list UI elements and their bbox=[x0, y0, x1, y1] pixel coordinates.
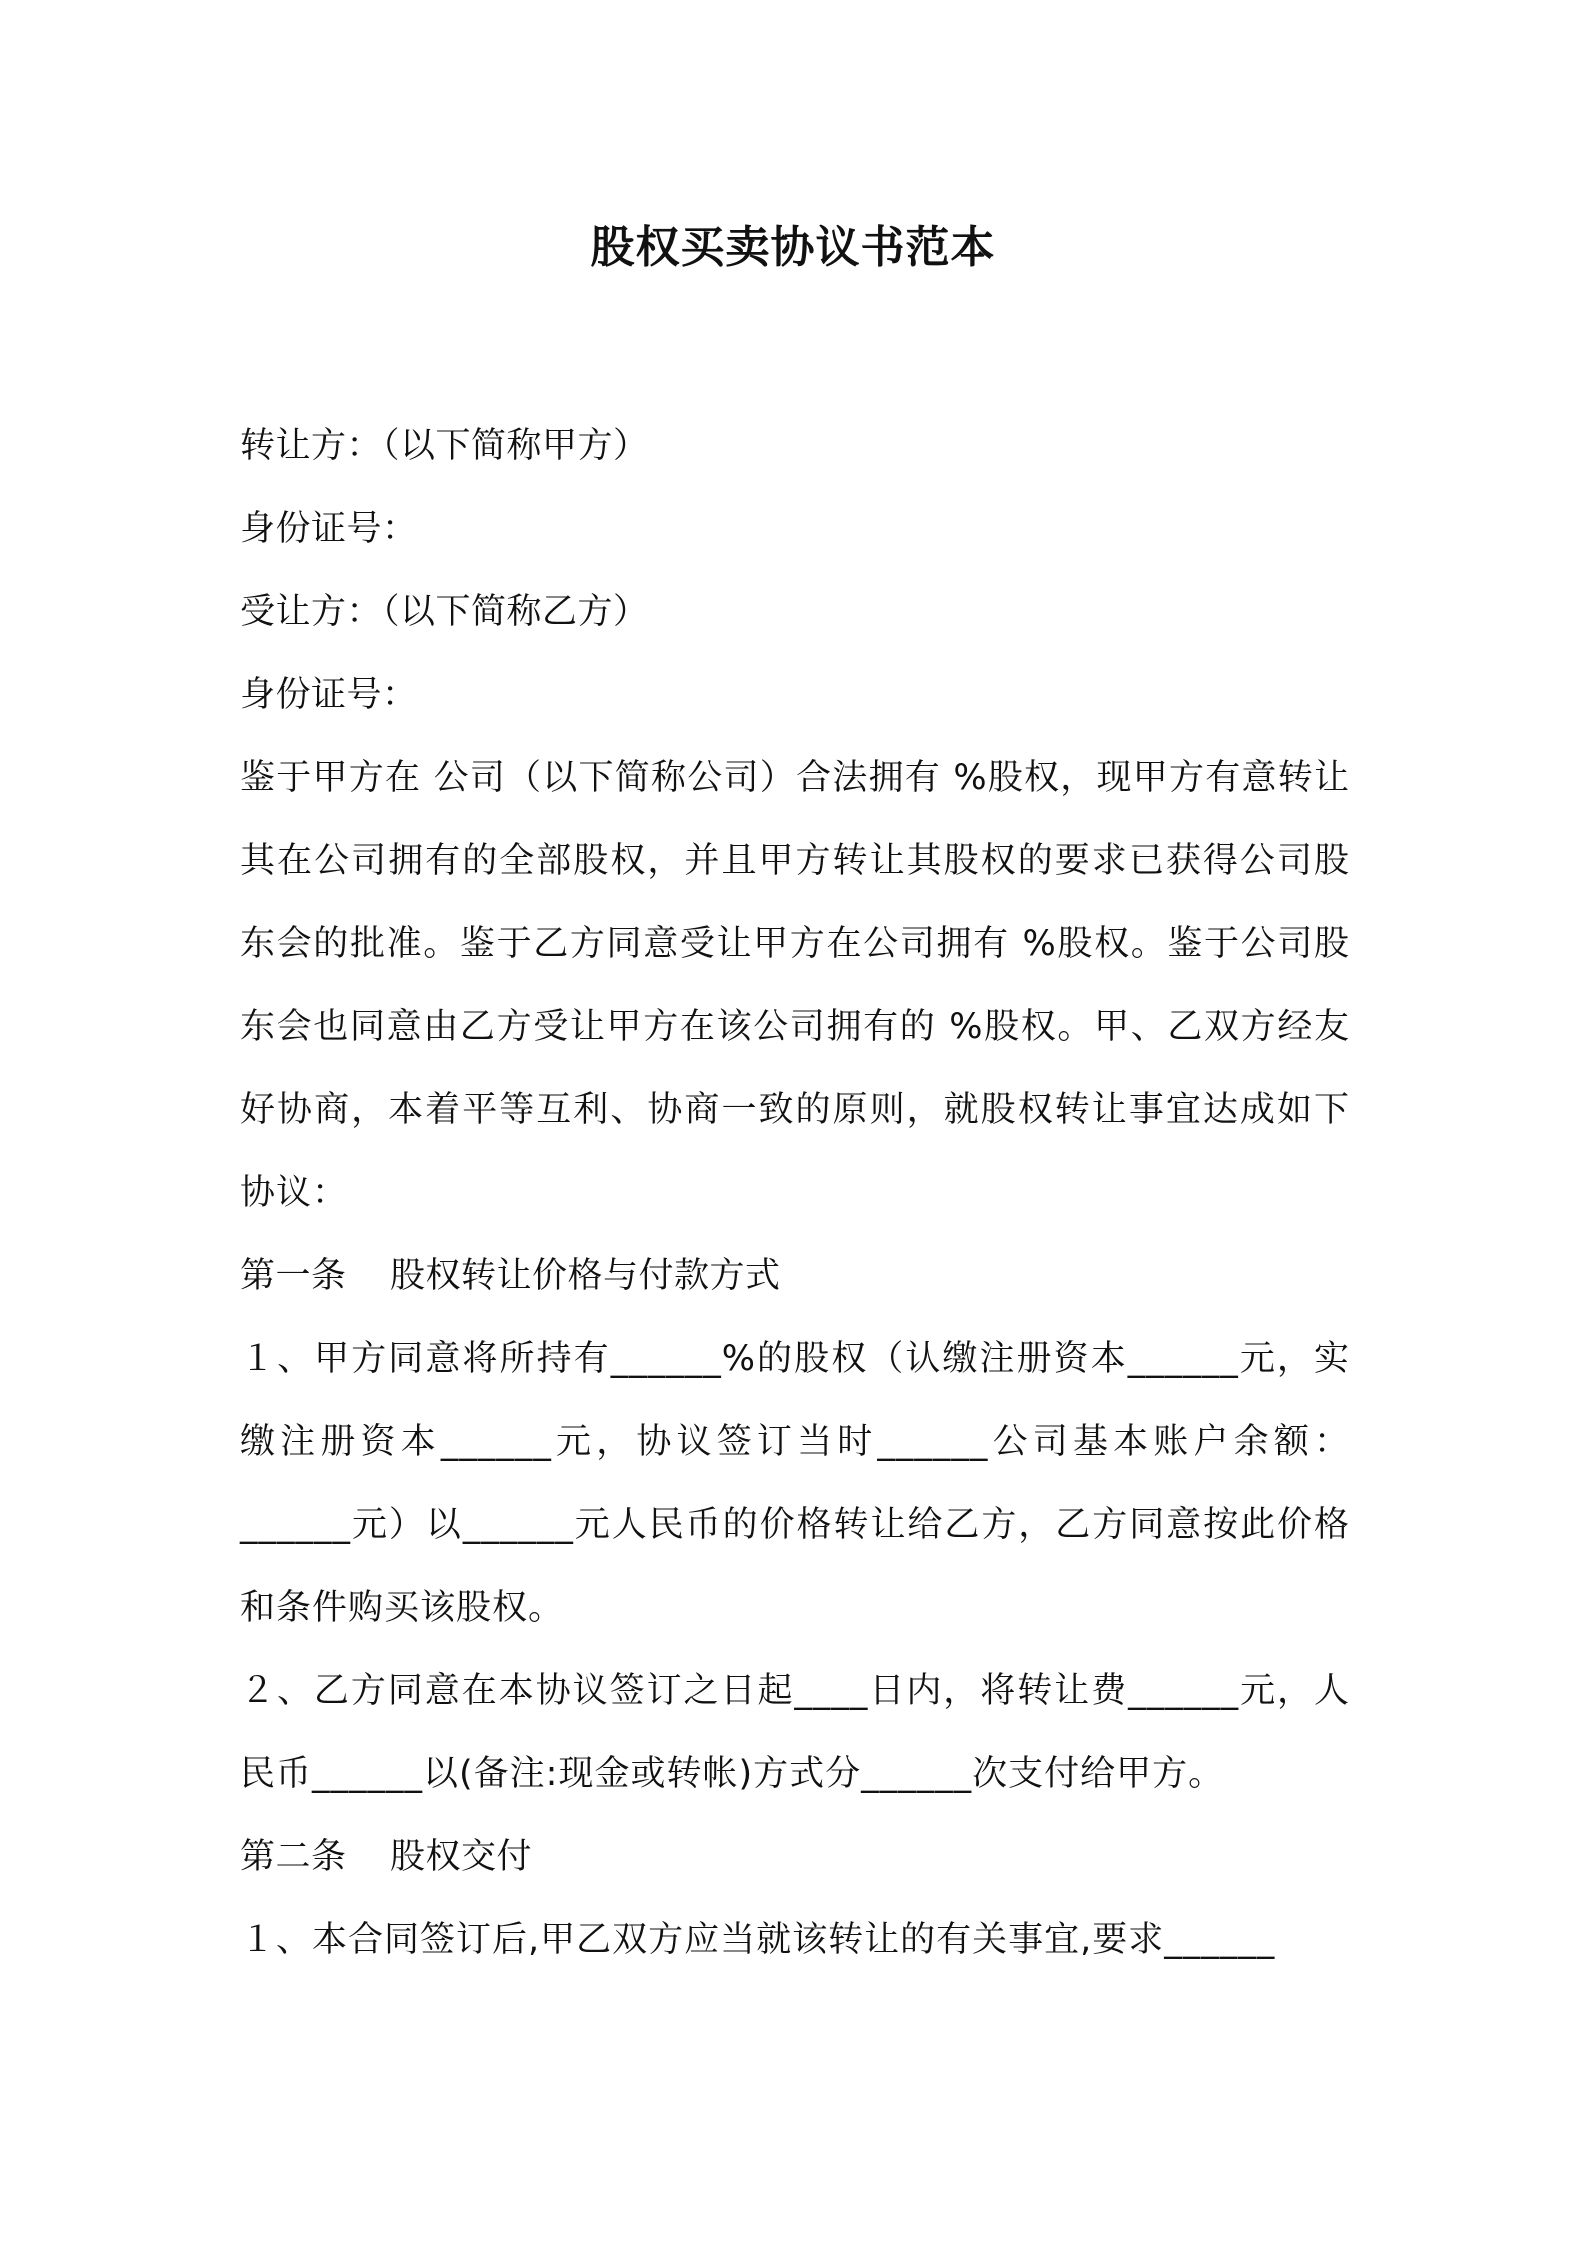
article-1-item-1: １、甲方同意将所持有______%的股权（认缴注册资本______元，实缴注册资本______元，协议签订当时______公司基本账户余额：______元）以______元人民币的价格转让给乙方，乙方同意按此价格和条件购买该股权。 bbox=[240, 1339, 1350, 1628]
article-1-title: 股权转让价格与付款方式 bbox=[390, 1256, 781, 1296]
article-1-item-2: ２、乙方同意在本协议签订之日起____日内，将转让费______元，人民币______以(备注:现金或转帐)方式分______次支付给甲方。 bbox=[240, 1671, 1350, 1794]
article-2-heading bbox=[240, 1816, 1350, 1899]
article-2-number: 第二条 bbox=[240, 1837, 347, 1877]
document-body bbox=[240, 405, 1350, 1982]
preamble-paragraph: 鉴于甲方在 公司（以下简称公司）合法拥有 %股权，现甲方有意转让其在公司拥有的全部股权，并且甲方转让其股权的要求已获得公司股东会的批准。鉴于乙方同意受让甲方在公司拥有 %股权。鉴于公司股东会也同意由乙方受让甲方在该公司拥有的 %股权。甲、乙双方经友好协商，本着平等互利、协商一致的原则，就股权转让事宜达成如下协议： bbox=[240, 758, 1350, 1213]
article-1-number: 第一条 bbox=[240, 1256, 347, 1296]
article-2-title: 股权交付 bbox=[390, 1837, 533, 1877]
transferor-id-line: 身份证号： bbox=[240, 509, 418, 549]
document-title: 股权买卖协议书范本 bbox=[590, 222, 996, 273]
transferee-id-line: 身份证号： bbox=[240, 675, 418, 715]
article-2-item-1: １、本合同签订后,甲乙双方应当就该转让的有关事宜,要求______ bbox=[240, 1920, 1276, 1960]
article-1-heading bbox=[240, 1235, 1350, 1318]
transferee-line: 受让方：（以下简称乙方） bbox=[240, 592, 649, 632]
transferor-line: 转让方：（以下简称甲方） bbox=[240, 426, 649, 466]
